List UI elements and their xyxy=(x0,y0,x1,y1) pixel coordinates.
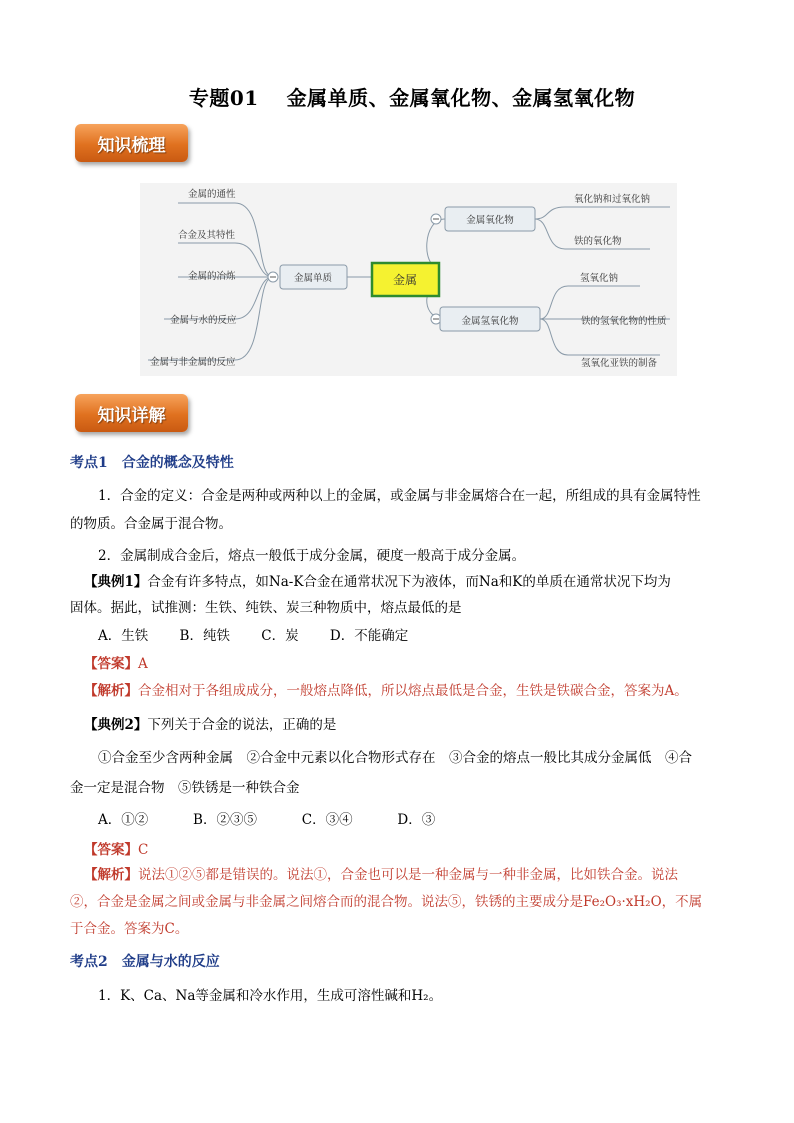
page-title: 专题01 金属单质、金属氧化物、金属氢氧化物 xyxy=(188,86,636,110)
example-2 xyxy=(70,713,725,733)
key-point-1-heading: 考点1 合金的概念及特性 xyxy=(70,455,234,471)
paragraph: 1．K、Ca、Na等金属和冷水作用，生成可溶性碱和H₂。 xyxy=(98,988,443,1004)
mind-map-node-metal-element: 金属单质 xyxy=(293,273,333,284)
options: A．①② B．②③⑤ C．③④ D．③ xyxy=(98,812,436,828)
analysis xyxy=(70,679,725,699)
example-label: 【典例1】 xyxy=(84,574,148,590)
answer xyxy=(70,838,725,858)
answer-value: C xyxy=(138,842,149,858)
mind-map-leaf: 金属与非金属的反应 xyxy=(150,357,236,368)
paragraph: 2．金属制成合金后，熔点一般低于成分金属，硬度一般高于成分金属。 xyxy=(98,548,526,564)
mind-map-leaf: 合金及其特性 xyxy=(178,230,236,241)
mind-map-leaf: 金属的通性 xyxy=(188,189,236,200)
mind-map-node-metal-hydroxide: 金属氢氧化物 xyxy=(461,316,519,327)
answer-value: A xyxy=(138,656,148,672)
paragraph: 固体。据此，试推测：生铁、纯铁、炭三种物质中，熔点最低的是 xyxy=(70,600,462,616)
mind-map-leaf: 氢氧化钠 xyxy=(580,273,619,284)
paragraph: 的物质。合金属于混合物。 xyxy=(70,516,232,532)
answer-label: 【答案】 xyxy=(84,842,138,858)
mind-map-node-metal-oxide: 金属氧化物 xyxy=(466,215,514,226)
options: A．生铁 B．纯铁 C．炭 D．不能确定 xyxy=(98,628,409,644)
example-text: 合金有许多特点，如Na-K合金在通常状况下为液体，而Na和K的单质在通常状况下均为 xyxy=(147,574,671,590)
statements: 金一定是混合物 ⑤铁锈是一种铁合金 xyxy=(70,780,300,796)
analysis-label: 【解析】 xyxy=(84,867,138,883)
example-1 xyxy=(70,570,725,590)
analysis-text: 于合金。答案为C。 xyxy=(70,921,189,937)
example-text: 下列关于合金的说法，正确的是 xyxy=(147,717,337,733)
statements: ①合金至少含两种金属 ②合金中元素以化合物形式存在 ③合金的熔点一般比其成分金属低 ④合 xyxy=(98,750,692,766)
answer-label: 【答案】 xyxy=(84,656,138,672)
mind-map-leaf: 氧化钠和过氧化钠 xyxy=(574,194,651,205)
mind-map-leaf: 金属的冶炼 xyxy=(188,271,236,282)
mind-map-leaf: 铁的氢氧化物的性质 xyxy=(581,316,667,327)
analysis-label: 【解析】 xyxy=(84,683,138,699)
analysis xyxy=(70,863,725,883)
analysis-text: ②，合金是金属之间或金属与非金属之间熔合而的混合物。说法⑤，铁锈的主要成分是Fe₂O₃·xH₂O，不属 xyxy=(70,894,703,910)
analysis-text: 说法①②⑤都是错误的。说法①，合金也可以是一种金属与一种非金属，比如铁合金。说法 xyxy=(138,867,678,883)
mind-map-leaf: 金属与水的反应 xyxy=(170,315,237,326)
example-label: 【典例2】 xyxy=(84,717,148,733)
mind-map-leaf: 铁的氧化物 xyxy=(574,236,622,247)
key-point-2-heading: 考点2 金属与水的反应 xyxy=(70,954,220,970)
answer xyxy=(70,652,725,672)
mind-map-center-node: 金属 xyxy=(392,273,418,287)
section-banner-knowledge-detail: 知识详解 xyxy=(75,394,188,432)
section-banner-knowledge-outline: 知识梳理 xyxy=(75,124,188,162)
paragraph: 1．合金的定义：合金是两种或两种以上的金属，或金属与非金属熔合在一起，所组成的具有金属特性 xyxy=(98,488,701,504)
mind-map-leaf: 氢氧化亚铁的制备 xyxy=(581,358,658,369)
mind-map-diagram xyxy=(140,183,677,376)
mind-map xyxy=(140,183,677,376)
analysis-text: 合金相对于各组成成分，一般熔点降低，所以熔点最低是合金，生铁是铁碳合金，答案为A。 xyxy=(138,683,688,699)
